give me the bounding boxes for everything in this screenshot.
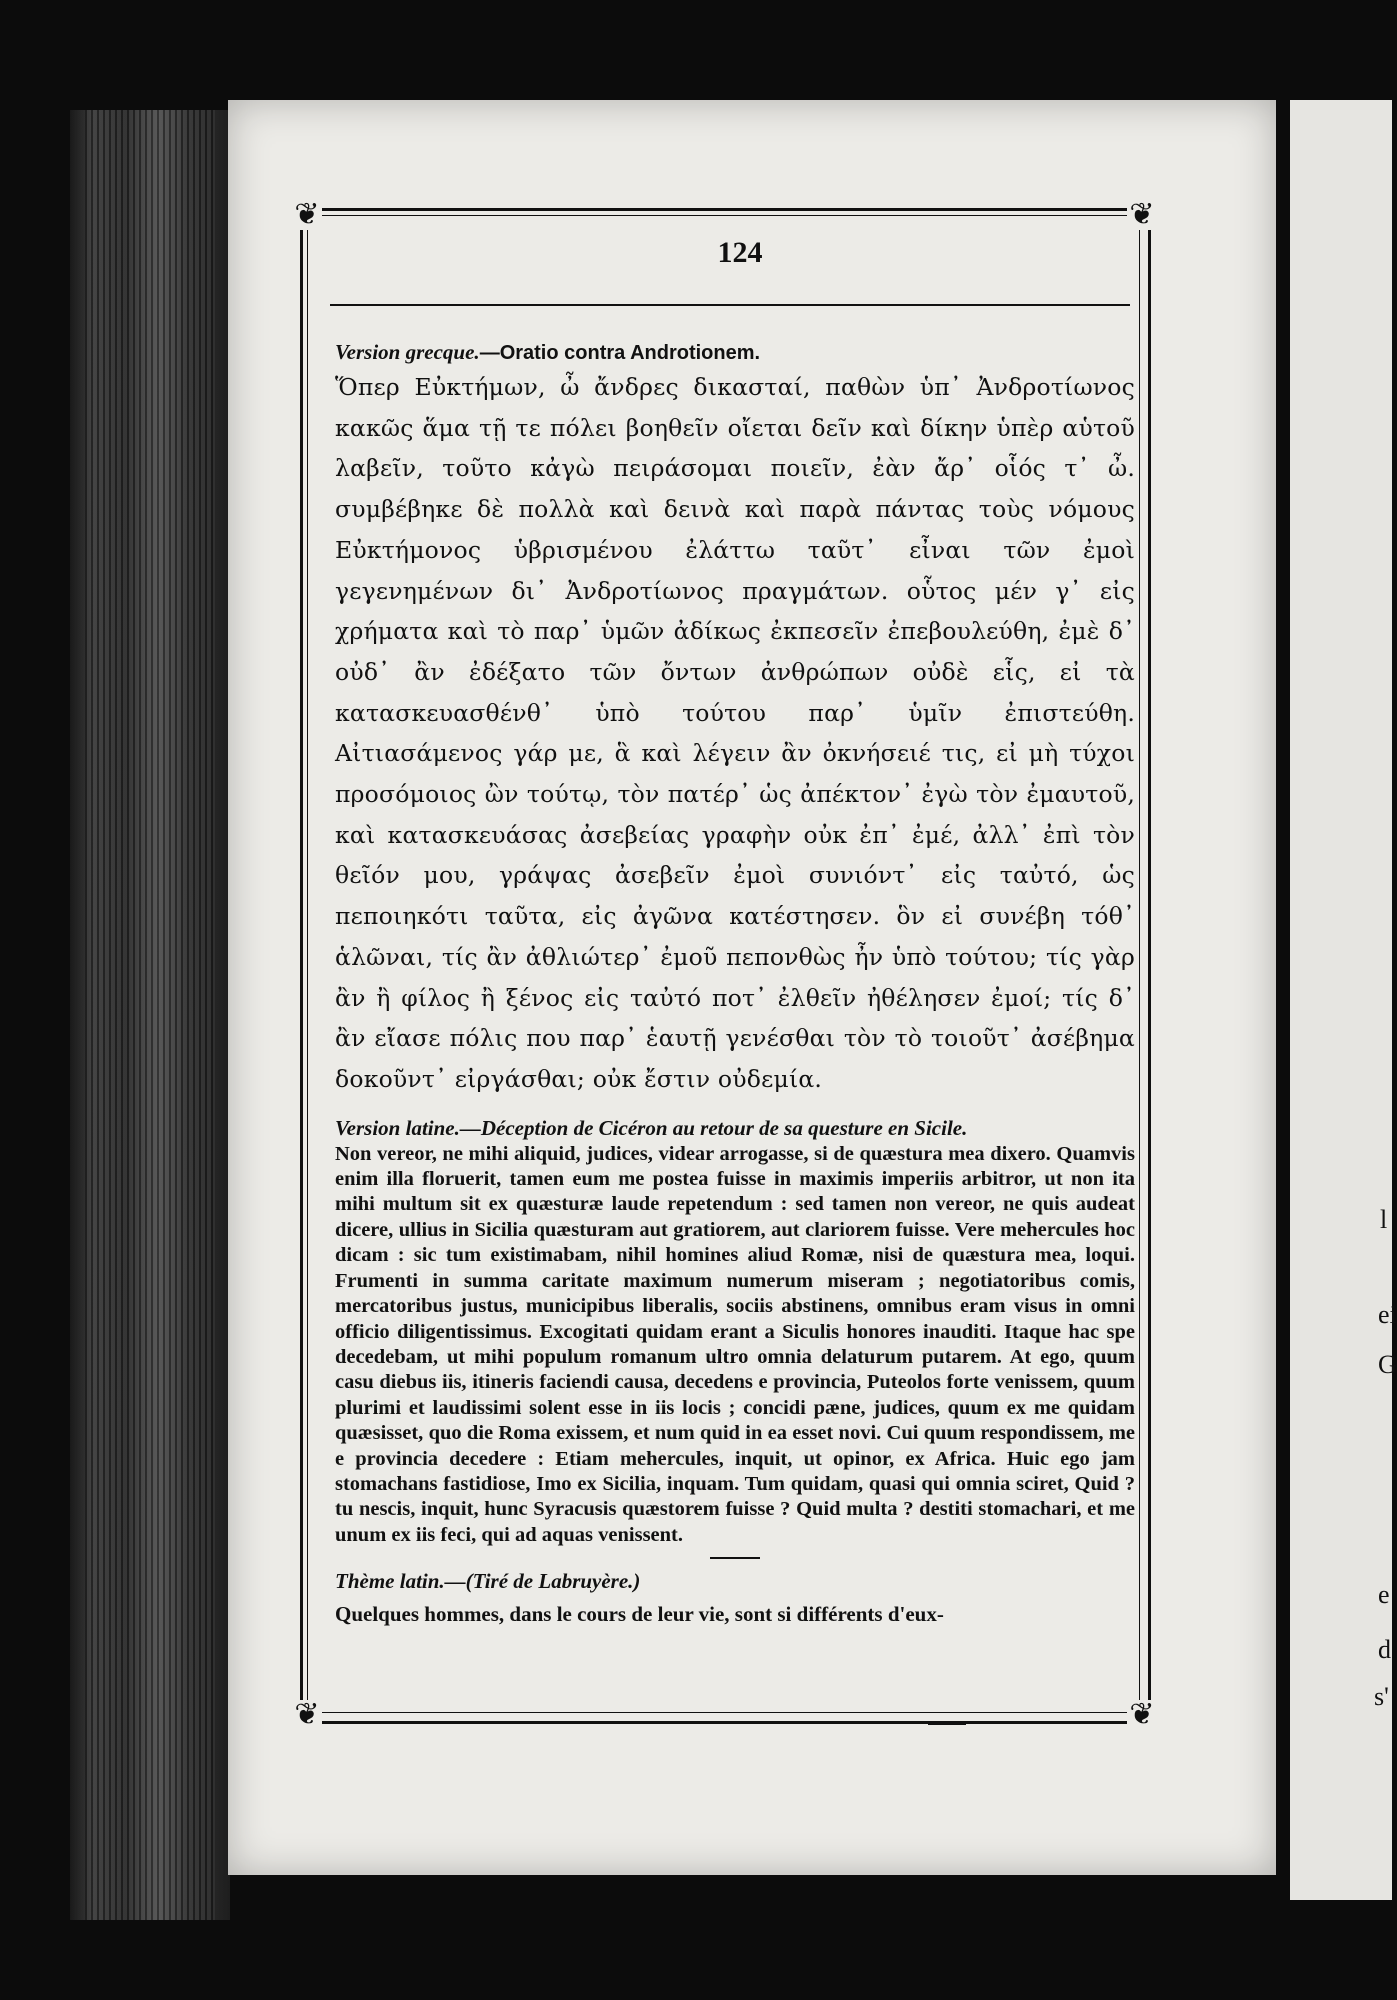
theme-section-heading [335,1567,1135,1595]
facing-page-edge [1290,100,1397,1900]
facing-page-fragment: e [1378,1580,1390,1609]
facing-page-fragment: G [1378,1350,1397,1379]
facing-page-fragment: ei [1378,1300,1397,1329]
section-divider [710,1557,760,1559]
theme-section-title: —(Tiré de Labruyère.) [444,1569,641,1594]
fleuron-icon: ❦ [292,1700,322,1730]
page-number: 124 [717,236,763,269]
fleuron-icon: ❦ [292,200,322,230]
fleuron-icon: ❦ [1127,1700,1157,1730]
header-rule [330,304,1130,306]
latin-section-label: Version latine. [335,1115,460,1140]
latin-text: Non vereor, ne mihi aliquid, judices, videar arrogasse, si de quæstura mea dixero. Quamvis enim illa floruerit, tamen eum me postea fuisse in maximis imperiis arbitror, ut non ita mihi multum sit ex quæsturæ laude repetendum : sed tamen non vereor, ne quis audeat dicere, ullius in Sicilia quæsturam aut gratiorem, aut clariorem fuisse. Vere mehercules hoc dicam : sic tum existimabam, nihil homines aliud Romæ, nisi de quæstura mea, loqui. Frumenti in summa caritate maximum numerum miseram ; negotiatoribus comis, mercatoribus justus, municipibus liberalis, sociis abstinens, omnibus eram visus in omni officio diligentissimus. Excogitati quidam erant a Siculis honores inauditi. Itaque hac spe decedebam, ut mihi populum romanum ultro omnia delaturum putarem. At ego, quum casu diebus iis, itineris faciendi causa, decedens e provincia, Puteolos forte venissem, quum plurimi et laudissimi solent esse in iis locis ; concidi pæne, judices, quum ex me quidam quæsisset, quo die Roma exissem, et num quid in ea esset novi. Cui quum respondissem, me e provincia decedere : Etiam mehercules, inquit, ut opinor, ex Africa. Huic ego jam stomachans fastidiose, Imo ex Sicilia, inquam. Tum quidam, quasi qui omnia sciret, Quid ? tu nescis, inquit, hunc Syracusis quæstorem fuisse ? Quid multa ? destiti stomachari, et me unum ex iis feci, qui ad aquas venissent. [335,1142,1135,1546]
ink-mark [928,1722,966,1725]
greek-text: Ὅπερ Εὐκτήμων, ὦ ἄνδρες δικασταί, παθὼν ὑπ᾽ Ἀνδροτίωνος κακῶς ἅμα τῇ τε πόλει βοηθεῖν οἴεται δεῖν καὶ δίκην ὑπὲρ αὑτοῦ λαβεῖν, τοῦτο κἀγὼ πειράσομαι ποιεῖν, ἐὰν ἄρ᾽ οἷός τ᾽ ὦ. συμβέβηκε δὲ πολλὰ καὶ δεινὰ καὶ παρὰ πάντας τοὺς νόμους Εὐκτήμονος ὑβρισμένου ἐλάττω ταῦτ᾽ εἶναι τῶν ἐμοὶ γεγενημένων δι᾽ Ἀνδροτίωνος πραγμάτων. οὗτος μέν γ᾽ εἰς χρήματα καὶ τὸ παρ᾽ ὑμῶν ἀδίκως ἐκπεσεῖν ἐπεβουλεύθη, ἐμὲ δ᾽ οὐδ᾽ ἂν ἐδέξατο τῶν ὄντων ἀνθρώπων οὐδὲ εἷς, εἰ τὰ κατασκευασθένθ᾽ ὑπὸ τούτου παρ᾽ ὑμῖν ἐπιστεύθη. Αἰτιασάμενος γάρ με, ἃ καὶ λέγειν ἂν ὀκνήσειέ τις, εἰ μὴ τύχοι προσόμοιος ὢν τούτῳ, τὸν πατέρ᾽ ὡς ἀπέκτον᾽ ἐγὼ τὸν ἐμαυτοῦ, καὶ κατασκευάσας ἀσεβείας γραφὴν οὐκ ἐπ᾽ ἐμέ, ἀλλ᾽ ἐπὶ τὸν θεῖόν μου, γράψας ἀσεβεῖν ἐμοὶ συνιόντ᾽ εἰς ταὐτό, ὡς πεποιηκότι ταῦτα, εἰς ἀγῶνα κατέστησεν. ὃν εἰ συνέβη τόθ᾽ ἁλῶναι, τίς ἂν ἀθλιώτερ᾽ ἐμοῦ πεπονθὼς ἦν ὑπὸ τούτου; τίς γὰρ ἂν ἢ φίλος ἢ ξένος εἰς ταὐτό ποτ᾽ ἐλθεῖν ἠθέλησεν ἐμοί; τίς δ᾽ ἂν εἴασε πόλις που παρ᾽ ἑαυτῇ γενέσθαι τὸν τὸ τοιοῦτ᾽ ἀσέβημα δοκοῦντ᾽ εἰργάσθαι; οὐκ ἔστιν οὐδεμία. [335,373,1135,1093]
page-edges [85,110,215,1920]
facing-page-fragment: s' [1374,1682,1389,1711]
latin-section-heading [335,1114,1135,1142]
facing-page-fragment: l [1380,1205,1388,1234]
theme-section-label: Thème latin. [335,1569,445,1594]
fleuron-icon: ❦ [1127,200,1157,230]
greek-section-label: Version grecque. [335,340,480,364]
latin-section-title: —Déception de Cicéron au retour de sa questure en Sicile. [459,1115,968,1140]
greek-section-heading [335,338,1135,367]
page-content [335,338,1135,1629]
facing-page-fragment: d [1378,1635,1391,1664]
greek-section-title: —Oratio contra Androtionem. [479,342,761,364]
theme-text: Quelques hommes, dans le cours de leur vie, sont si différents d'eux- [335,1602,944,1627]
